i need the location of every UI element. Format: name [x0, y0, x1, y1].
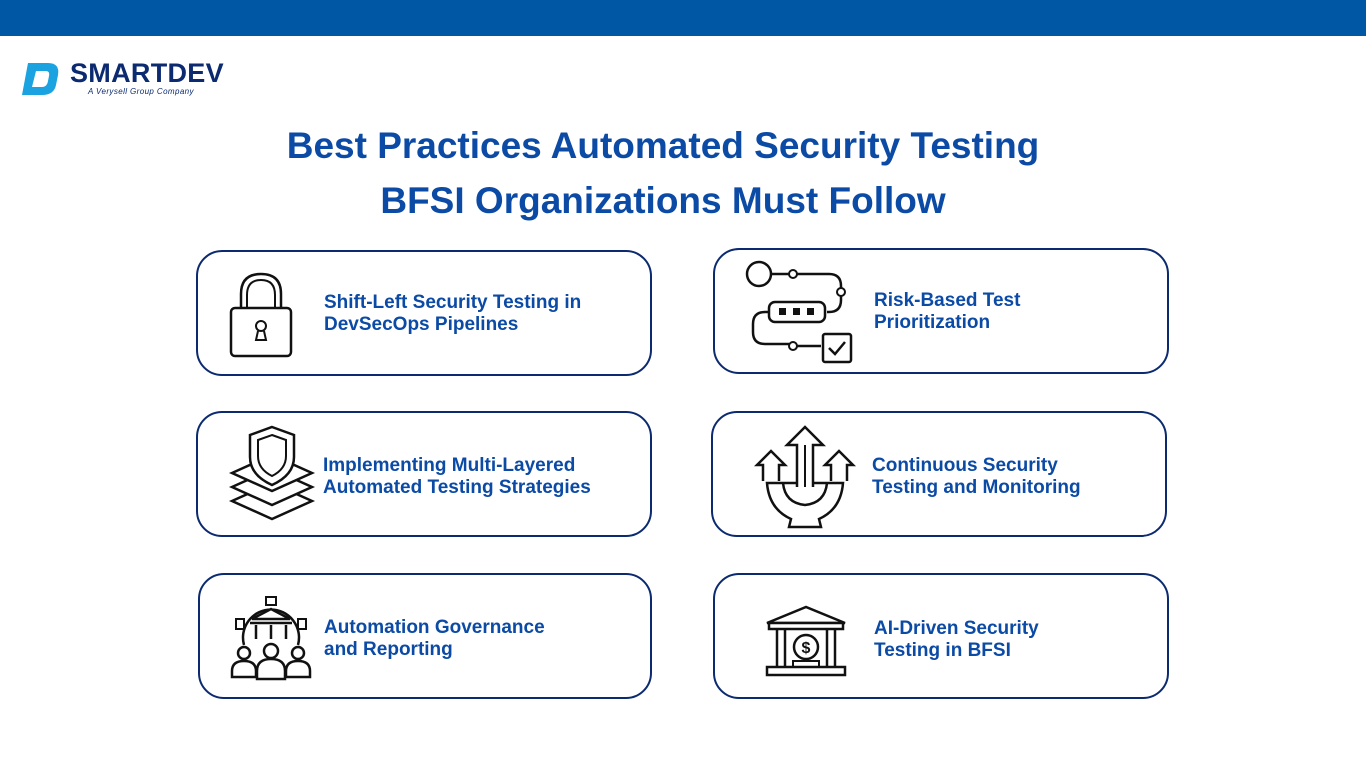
- svg-text:$: $: [801, 640, 811, 657]
- title-line-1: Best Practices Automated Security Testing: [286, 125, 1040, 166]
- practice-label: Shift-Left Security Testing in DevSecOps Pipelines: [324, 292, 582, 335]
- brand-logo[interactable]: [22, 59, 262, 99]
- practice-card-governance: [198, 573, 652, 699]
- brand-tagline: A Verysell Group Company: [88, 87, 194, 96]
- practice-label: Continuous Security Testing and Monitoring: [872, 455, 1081, 498]
- practice-card-multi-layered: [196, 411, 652, 537]
- layered-shield-icon: [228, 423, 318, 533]
- practice-card-continuous: [711, 411, 1167, 537]
- practice-card-ai-driven: [713, 573, 1169, 699]
- gear-arrows-icon: [753, 425, 857, 531]
- brand-name: SMARTDEV: [70, 58, 224, 88]
- page-title: [0, 118, 1326, 228]
- top-banner: [0, 0, 1366, 36]
- title-line-2: BFSI Organizations Must Follow: [380, 180, 946, 221]
- practice-label: Automation Governance and Reporting: [324, 617, 545, 660]
- smartdev-logo-icon: [22, 61, 62, 97]
- bank-dollar-icon: [763, 603, 849, 681]
- governance-team-icon: [228, 595, 314, 681]
- practice-label: AI-Driven Security Testing in BFSI: [874, 618, 1039, 661]
- practice-card-shift-left: [196, 250, 652, 376]
- practice-label: Risk-Based Test Prioritization: [874, 290, 1021, 333]
- practice-card-risk-based: [713, 248, 1169, 374]
- workflow-checklist-icon: [745, 258, 857, 370]
- padlock-icon: [226, 270, 296, 360]
- practice-label: Implementing Multi-Layered Automated Testing Strategies: [323, 455, 591, 498]
